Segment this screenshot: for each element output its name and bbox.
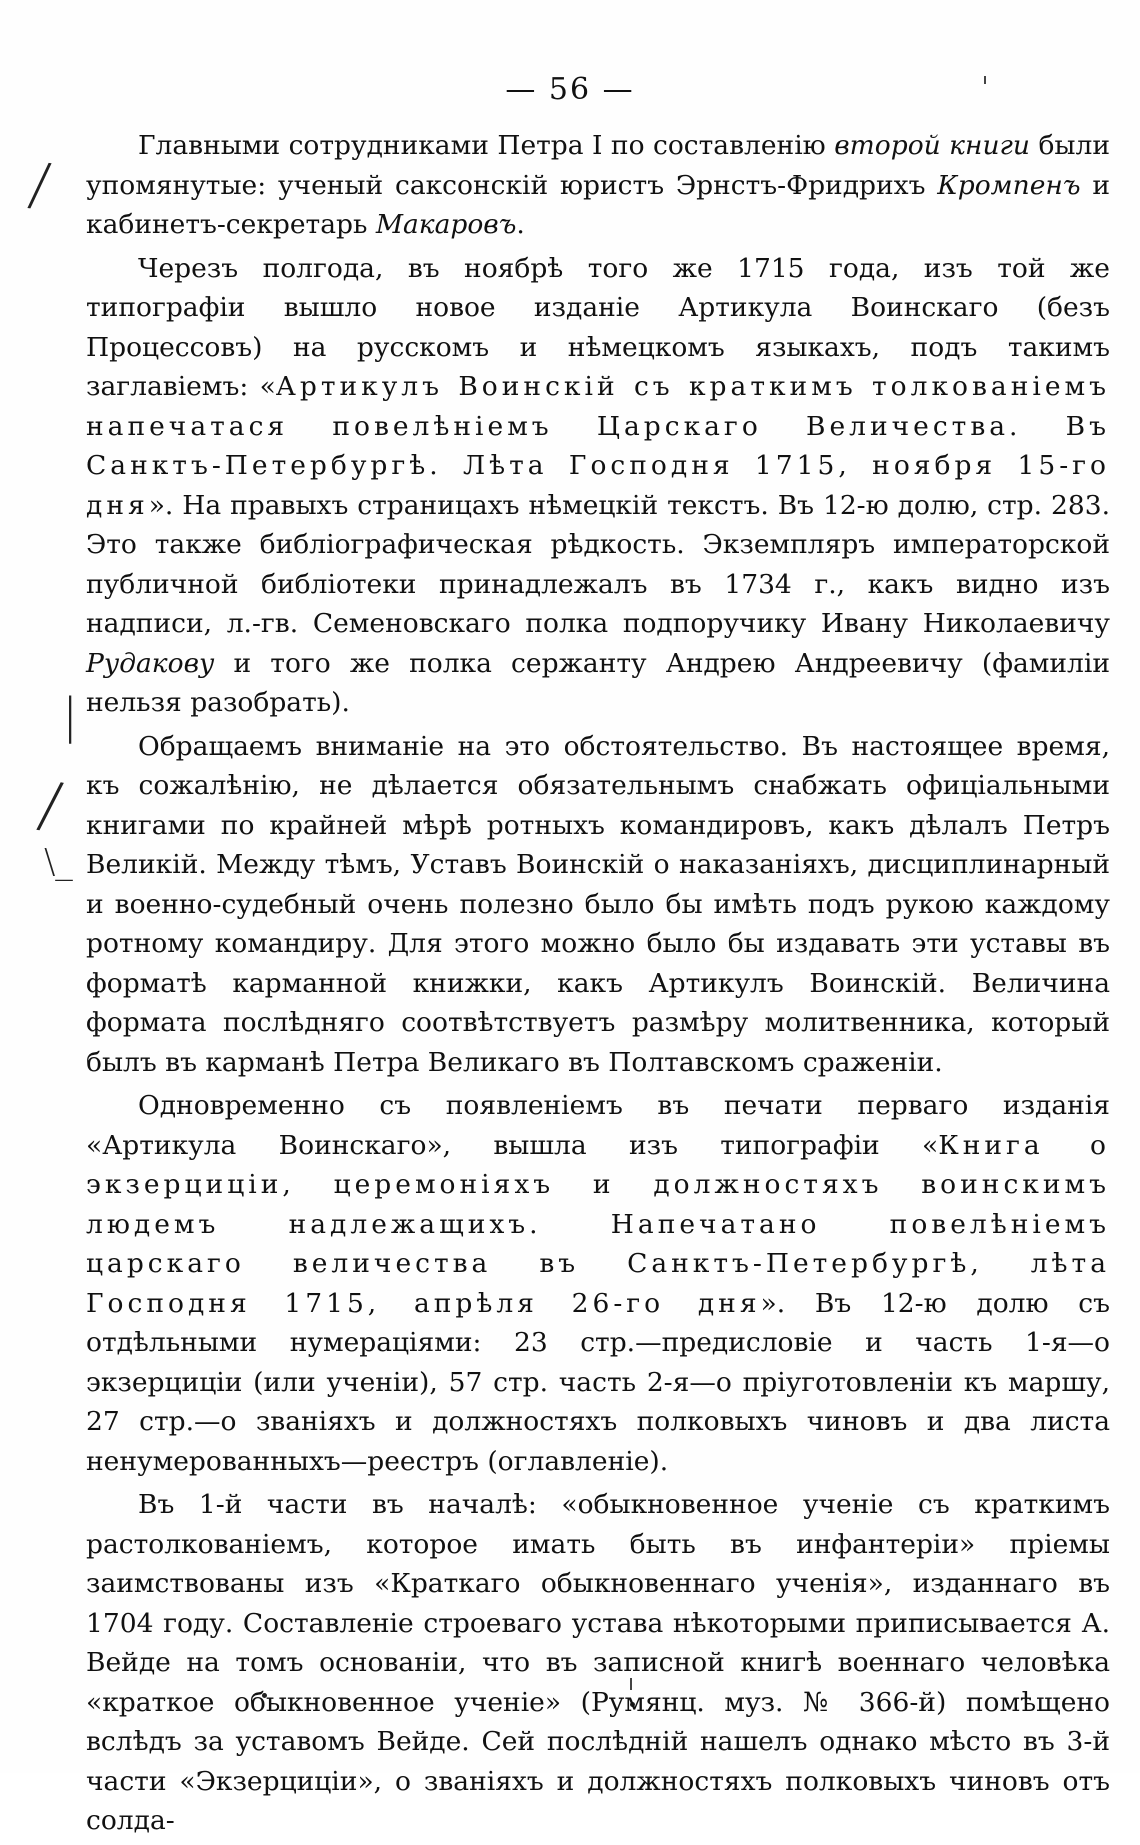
italic-name: второй книги (834, 130, 1030, 161)
paragraph (86, 249, 1110, 723)
italic-name: Рудакову (86, 647, 215, 679)
text-run: Въ 1-й части въ началѣ: «обыкновенное ученіе съ краткимъ растолкованіемъ, которое имать быть въ инфантеріи» пріемы заимствованы изъ «Краткаго обыкновеннаго ученія», изданнаго въ 1704 году. Составленіе строеваго устава нѣкоторыми приписывается А. Вейде на томъ основаніи, что въ записной книгѣ военнаго человѣка «краткое обыкновенное ученіе» (Румянц. муз. № 366-й) помѣщено вслѣдъ за уставомъ Вейде. Сей послѣдній нашелъ однако мѣсто въ 3-й части «Экзерциціи», о званіяхъ и должностяхъ полковыхъ чиновъ отъ солда- (86, 1489, 1110, 1836)
paragraph (86, 126, 1110, 245)
paragraph (86, 727, 1110, 1083)
text-run: Черезъ полгода, въ ноябрѣ того же 1715 года, изъ той же типографіи вышло новое изданіе Артикула Воинскаго (безъ Процессовъ) на русскомъ и нѣмецкомъ языкахъ, подъ такимъ заглавіемъ: « (86, 252, 1110, 402)
margin-bracket-mark: / (25, 148, 55, 220)
text-run: Одновременно съ появленіемъ въ печати перваго изданія «Артикула Воинскаго», вышла изъ типографіи « (86, 1090, 1110, 1161)
text-run: Обращаемъ вниманіе на это обстоятельство. Въ настоящее время, къ сожалѣнію, не дѣлается обязательнымъ снабжать офиціальными книгами по крайней мѣрѣ ротныхъ командировъ, какъ дѣлалъ Петръ Великій. Между тѣмъ, Уставъ Воинскій о наказаніяхъ, дисциплинарный и военно-судебный очень полезно было бы имѣть подъ рукою каждому ротному командиру. Для этого можно было бы издавать эти уставы въ форматѣ карманной книжки, какъ Артикулъ Воинскій. Величина формата послѣдняго соотвѣтствуетъ размѣру молитвенника, который былъ въ карманѣ Петра Великаго въ Полтавскомъ сраженіи. (86, 730, 1110, 1078)
italic-name: Макаровъ (375, 209, 517, 240)
page-body-text (86, 126, 1110, 1845)
paragraph (86, 1086, 1110, 1481)
text-run: и того же полка сержанту Андрею Андреевичу (фамиліи нельзя разобрать). (86, 647, 1110, 718)
margin-bracket-mark: / (33, 766, 68, 843)
scan-speck (984, 76, 986, 84)
paragraph (86, 1485, 1110, 1841)
spaced-book-title: Артикулъ Воинскій съ краткимъ толкованіемъ напечатася повелѣніемъ Царскаго Величества. Въ Санктъ-Петербургѣ. Лѣта Господня 1715, ноября 15-го дня (86, 371, 1110, 521)
text-run: ». На правыхъ страницахъ нѣмецкій текстъ. Въ 12-ю долю, стр. 283. Это также библіографическая рѣдкость. Экземпляръ императорской публичной библіотеки принадлежалъ въ 1734 г., какъ видно изъ надписи, л.-гв. Семеновскаго полка подпоручику Ивану Николаевичу (86, 489, 1110, 639)
text-run: ». Въ 12-ю долю съ отдѣльными нумераціями: 23 стр.—предисловіе и часть 1-я—о экзерциціи (или ученіи), 57 стр. часть 2-я—о пріуготовленіи къ маршу, 27 стр.—о званіяхъ и должностяхъ полковыхъ чиновъ и два листа ненумерованныхъ—реестръ (оглавленіе). (86, 1287, 1110, 1477)
page-number: — 56 — (505, 72, 635, 107)
text-run: и кабинетъ-секретарь (86, 169, 1110, 240)
italic-name: Кромпенъ (937, 169, 1081, 201)
text-run: были упомянутые: ученый саксонскій юристъ Эрнстъ-Фридрихъ (86, 130, 1110, 201)
margin-bracket-mark: | (62, 688, 79, 744)
text-run: . (516, 209, 525, 240)
text-run: Главными сотрудниками Петра I по составленію (138, 130, 835, 161)
spaced-book-title: Книга о экзерциціи, церемоніяхъ и должностяхъ воинскимъ людемъ надлежащихъ. Напечатано повелѣніемъ царскаго величества въ Санктъ-Петербургѣ, лѣта Господня 1715, апрѣля 26-го дня (86, 1129, 1110, 1319)
margin-bracket-mark: \_ (44, 842, 73, 882)
